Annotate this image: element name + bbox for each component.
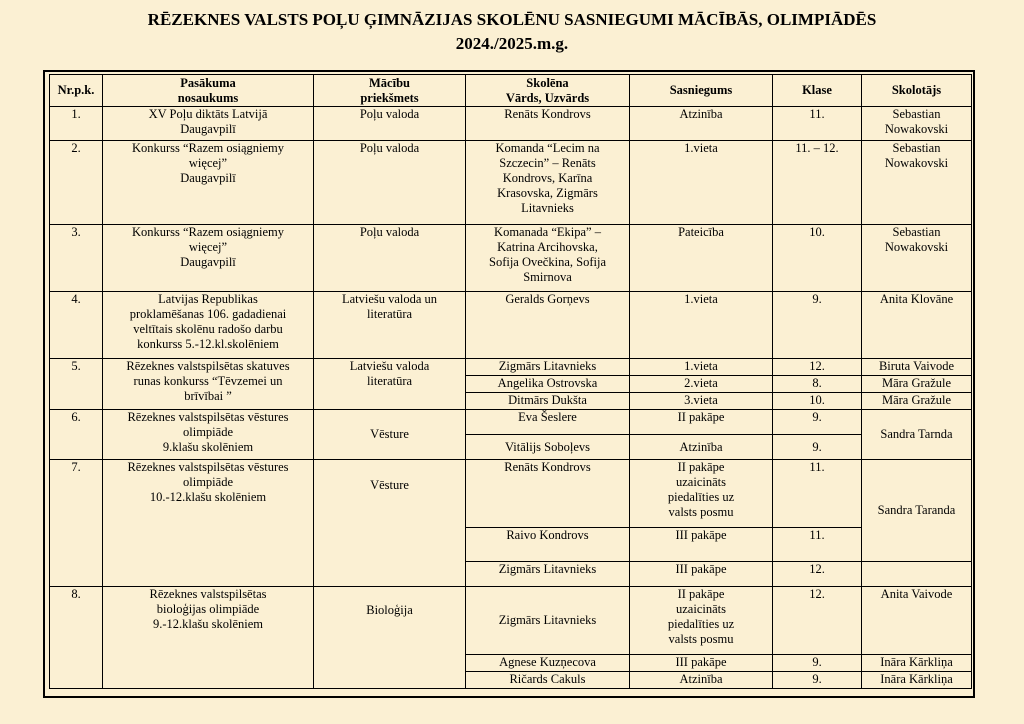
cell-student: Zigmārs Litavnieks — [466, 562, 630, 587]
cell-achievement: Atzinība — [630, 107, 773, 141]
cell-student: Raivo Kondrovs — [466, 528, 630, 562]
event-line: Rēzeknes valstspilsētas vēstures — [127, 460, 289, 474]
event-line: proklamēšanas 106. gadadienai — [129, 307, 287, 321]
title-line-2: 2024./2025.m.g. — [455, 34, 569, 53]
student-line: Sofija Ovečkina, Sofija — [489, 255, 606, 269]
cell-grade: 10. — [773, 225, 862, 292]
table-row — [50, 107, 972, 141]
header-student-l2: Vārds, Uzvārds — [505, 90, 590, 105]
header-subject-l1: Mācību — [369, 75, 410, 90]
cell-nr: 4. — [50, 292, 103, 359]
cell-grade: 9. — [773, 292, 862, 359]
cell-teacher: Biruta Vaivode — [862, 359, 972, 376]
event-line: 10.-12.klašu skolēniem — [149, 490, 267, 504]
header-teacher: Skolotājs — [862, 75, 972, 107]
cell-achievement — [630, 587, 773, 655]
cell-grade: 12. — [773, 587, 862, 655]
subject-line: literatūra — [366, 307, 413, 321]
cell-grade: 9. — [773, 655, 862, 672]
cell-student: Ričards Cakuls — [466, 672, 630, 689]
cell-achievement — [630, 460, 773, 528]
cell-achievement: 2.vieta — [630, 376, 773, 393]
teacher-line: Sebastian — [892, 141, 941, 155]
subject-line: literatūra — [366, 374, 413, 388]
cell-grade: 9. — [773, 410, 862, 435]
cell-grade: 8. — [773, 376, 862, 393]
event-line: 9.-12.klašu skolēniem — [152, 617, 264, 631]
event-line: więcej” — [188, 156, 228, 170]
event-line: Latvijas Republikas — [158, 292, 258, 306]
header-row — [50, 75, 972, 107]
event-line: konkurss 5.-12.kl.skolēniem — [137, 337, 279, 351]
student-line: Kondrovs, Karīna — [502, 171, 593, 185]
cell-event — [103, 225, 314, 292]
subject-text: Vēsture — [370, 478, 409, 492]
cell-event — [103, 460, 314, 587]
title-line-1: RĒZEKNES VALSTS POĻU ĢIMNĀZIJAS SKOLĒNU SASNIEGUMI MĀCĪBĀS, OLIMPIĀDĒS — [147, 10, 877, 29]
header-student — [466, 75, 630, 107]
teacher-line: Nowakovski — [884, 122, 949, 136]
cell-event — [103, 107, 314, 141]
student-line: Katrina Arcihovska, — [497, 240, 598, 254]
achievement-line: uzaicināts — [676, 602, 726, 616]
teacher-line: Nowakovski — [884, 240, 949, 254]
cell-student: Angelika Ostrovska — [466, 376, 630, 393]
cell-grade: 10. — [773, 393, 862, 410]
cell-student: Zigmārs Litavnieks — [466, 359, 630, 376]
table-row — [50, 292, 972, 359]
cell-grade: 11. — [773, 460, 862, 528]
achievement-line: piedalīties uz — [667, 490, 735, 504]
cell-subject: Vēsture — [314, 410, 466, 460]
student-line: Komanda “Lecim na — [495, 141, 600, 155]
cell-achievement: Atzinība — [630, 435, 773, 460]
page-title — [0, 8, 1024, 56]
cell-subject — [314, 587, 466, 689]
cell-teacher: Sandra Taranda — [862, 460, 972, 562]
header-student-l1: Skolēna — [526, 75, 569, 90]
cell-event — [103, 359, 314, 410]
table-row — [50, 460, 972, 528]
subject-line: Latviešu valoda un — [341, 292, 438, 306]
cell-teacher: Māra Gražule — [862, 393, 972, 410]
table-row — [50, 410, 972, 435]
cell-achievement: 1.vieta — [630, 141, 773, 225]
cell-teacher: Sandra Tarnda — [862, 410, 972, 460]
cell-nr: 6. — [50, 410, 103, 460]
event-line: veltītais skolēnu radošo darbu — [133, 322, 283, 336]
event-line: Daugavpilī — [180, 255, 236, 269]
event-line: 9.klašu skolēniem — [162, 440, 254, 454]
header-grade: Klase — [773, 75, 862, 107]
achievement-line: II pakāpe — [677, 587, 725, 601]
cell-student: Geralds Gorņevs — [466, 292, 630, 359]
cell-teacher — [862, 141, 972, 225]
teacher-line: Sebastian — [892, 107, 941, 121]
event-line: Rēzeknes valstspilsētas vēstures — [127, 410, 289, 424]
cell-subject: Poļu valoda — [314, 141, 466, 225]
event-line: Rēzeknes valstspilsētas — [149, 587, 267, 601]
cell-student: Zigmārs Litavnieks — [466, 587, 630, 655]
achievement-line: uzaicināts — [676, 475, 726, 489]
cell-student: Eva Šeslere — [466, 410, 630, 435]
event-line: Daugavpilī — [180, 122, 236, 136]
cell-subject — [314, 460, 466, 587]
cell-achievement: III pakāpe — [630, 655, 773, 672]
achievement-line: valsts posmu — [668, 632, 734, 646]
cell-grade: 12. — [773, 562, 862, 587]
cell-nr: 5. — [50, 359, 103, 410]
cell-event — [103, 410, 314, 460]
header-event-l2: nosaukums — [177, 90, 239, 105]
header-subject — [314, 75, 466, 107]
table-row — [50, 587, 972, 655]
table-row — [50, 359, 972, 376]
cell-teacher: Māra Gražule — [862, 376, 972, 393]
cell-achievement: III pakāpe — [630, 562, 773, 587]
event-line: runas konkurss “Tēvzemei un — [133, 374, 283, 388]
header-subject-l2: priekšmets — [360, 90, 419, 105]
student-line: Litavnieks — [521, 201, 574, 215]
achievement-line: valsts posmu — [668, 505, 734, 519]
cell-achievement: Atzinība — [630, 672, 773, 689]
cell-grade: 9. — [773, 435, 862, 460]
teacher-line: Sebastian — [892, 225, 941, 239]
cell-nr: 8. — [50, 587, 103, 689]
cell-student: Agnese Kuzņecova — [466, 655, 630, 672]
cell-nr: 2. — [50, 141, 103, 225]
header-achievement: Sasniegums — [630, 75, 773, 107]
cell-teacher: Ināra Kārkliņa — [862, 672, 972, 689]
achievements-table — [49, 74, 972, 689]
cell-event — [103, 292, 314, 359]
cell-grade: 9. — [773, 672, 862, 689]
cell-teacher — [862, 107, 972, 141]
cell-student: Renāts Kondrovs — [466, 107, 630, 141]
cell-subject — [314, 359, 466, 410]
cell-event — [103, 587, 314, 689]
cell-student — [466, 225, 630, 292]
cell-achievement: III pakāpe — [630, 528, 773, 562]
event-line: Konkurss “Razem osiągniemy — [131, 141, 285, 155]
student-line: Krasovska, Zigmārs — [497, 186, 598, 200]
header-event — [103, 75, 314, 107]
cell-teacher — [862, 225, 972, 292]
cell-achievement: II pakāpe — [630, 410, 773, 435]
cell-grade: 11. — [773, 528, 862, 562]
event-line: olimpiāde — [183, 475, 233, 489]
achievement-line: piedalīties uz — [667, 617, 735, 631]
cell-achievement: 1.vieta — [630, 359, 773, 376]
cell-nr: 1. — [50, 107, 103, 141]
cell-nr: 7. — [50, 460, 103, 587]
event-line: Daugavpilī — [180, 171, 236, 185]
cell-event — [103, 141, 314, 225]
subject-text: Bioloģija — [366, 603, 413, 617]
cell-teacher: Ināra Kārkliņa — [862, 655, 972, 672]
event-line: brīvībai ” — [184, 389, 232, 403]
event-line: więcej” — [188, 240, 228, 254]
table-row — [50, 225, 972, 292]
table-row — [50, 141, 972, 225]
cell-grade: 12. — [773, 359, 862, 376]
cell-teacher: Anita Klovāne — [862, 292, 972, 359]
cell-grade: 11. — [773, 107, 862, 141]
event-line: XV Poļu diktāts Latvijā — [148, 107, 268, 121]
achievement-line: II pakāpe — [677, 460, 725, 474]
teacher-line: Nowakovski — [884, 156, 949, 170]
student-line: Smirnova — [523, 270, 572, 284]
student-line: Szczecin” – Renāts — [499, 156, 596, 170]
event-line: bioloģijas olimpiāde — [156, 602, 260, 616]
cell-student — [466, 141, 630, 225]
cell-achievement: 1.vieta — [630, 292, 773, 359]
cell-subject: Poļu valoda — [314, 225, 466, 292]
cell-subject — [314, 292, 466, 359]
event-line: olimpiāde — [183, 425, 233, 439]
cell-achievement: 3.vieta — [630, 393, 773, 410]
cell-student: Renāts Kondrovs — [466, 460, 630, 528]
cell-teacher-empty — [862, 562, 972, 587]
cell-achievement: Pateicība — [630, 225, 773, 292]
header-event-l1: Pasākuma — [180, 75, 236, 90]
subject-line: Latviešu valoda — [349, 359, 430, 373]
event-line: Rēzeknes valstspilsētas skatuves — [126, 359, 290, 373]
cell-nr: 3. — [50, 225, 103, 292]
event-line: Konkurss “Razem osiągniemy — [131, 225, 285, 239]
cell-grade: 11. – 12. — [773, 141, 862, 225]
cell-teacher: Anita Vaivode — [862, 587, 972, 655]
student-line: Komanada “Ekipa” – — [494, 225, 601, 239]
header-nr: Nr.p.k. — [50, 75, 103, 107]
cell-subject: Poļu valoda — [314, 107, 466, 141]
cell-student: Vitālijs Soboļevs — [466, 435, 630, 460]
cell-student: Ditmārs Dukšta — [466, 393, 630, 410]
